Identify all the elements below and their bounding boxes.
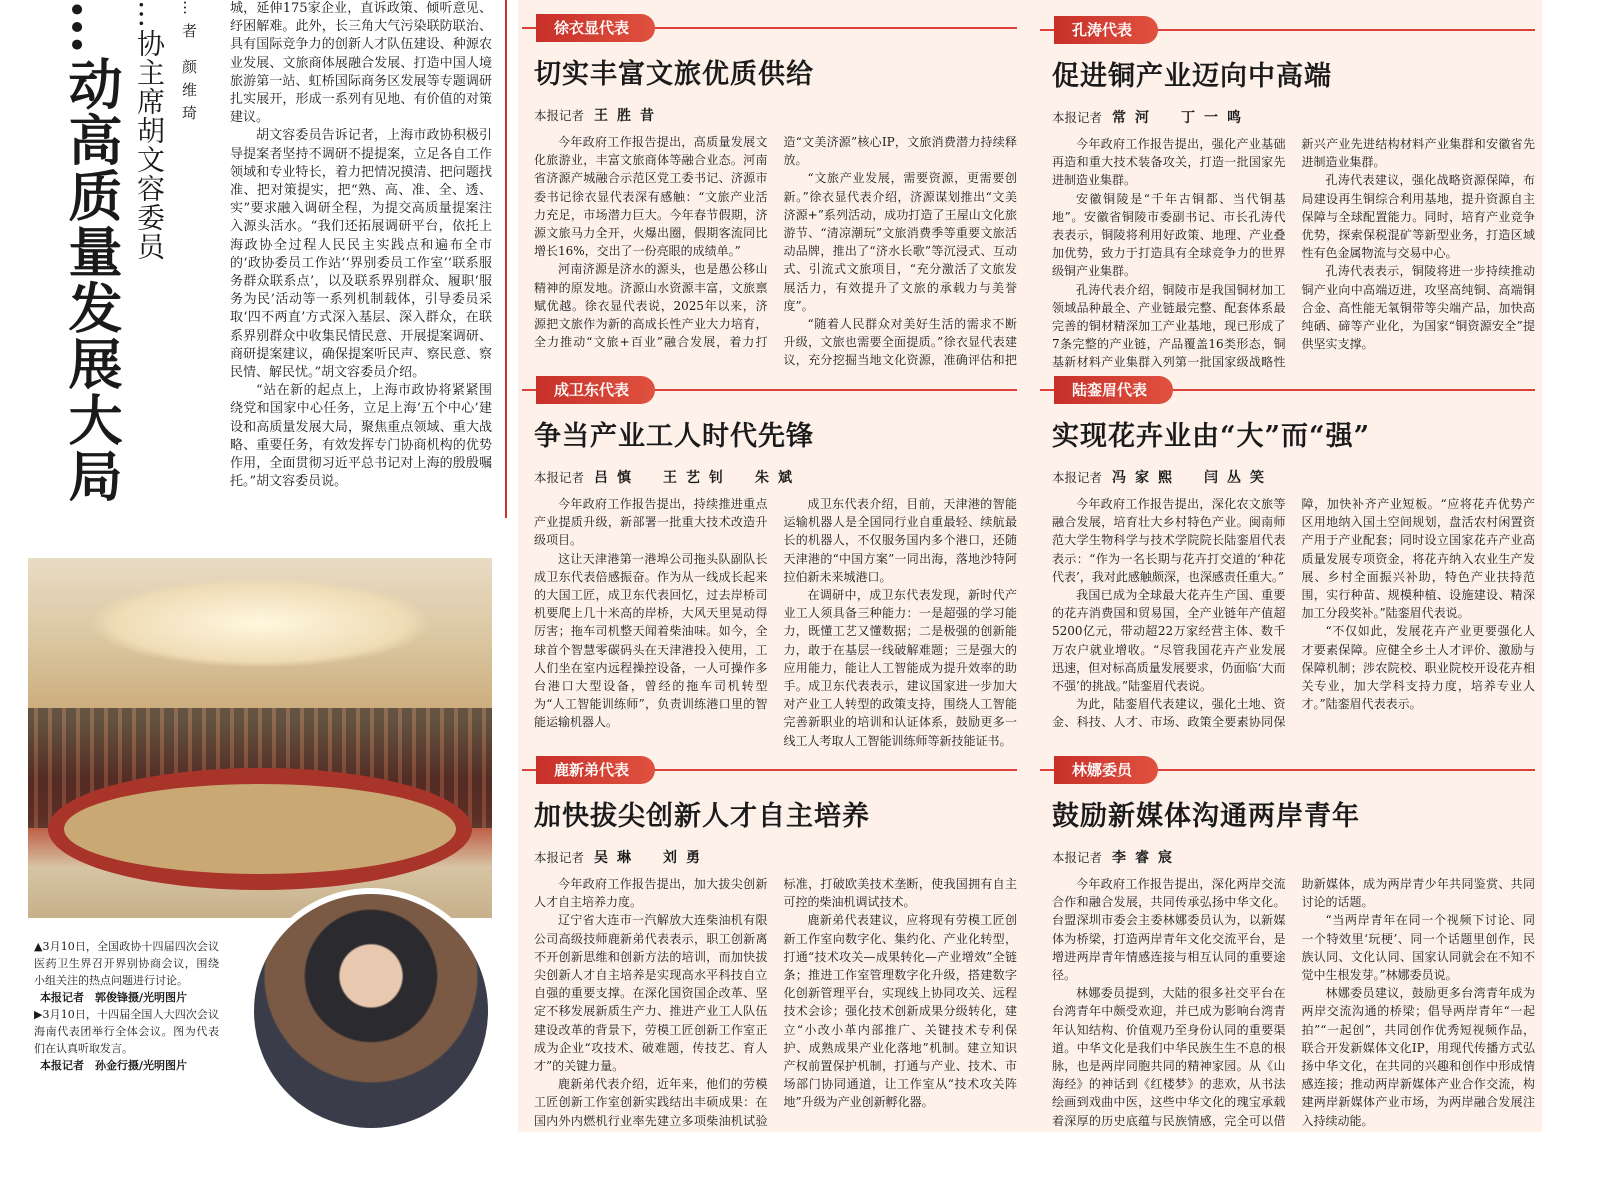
paragraph: 城，延伸175家企业，直诉政策、倾听意见、纾困解难。此外，长三角大气污染联防联治、具有国际竞争力的创新人才队伍建设、种源农业发展、文旅商体展融合发展、打造中国人境旅游第一站、虹桥国际商务区发展等专题调研扎实展开，形成一系列有见地、有价值的对策建议。 — [230, 1, 492, 126]
article-reporter — [534, 467, 1017, 487]
paragraph: 在调研中，成卫东代表发现，新时代产业工人须具备三种能力：一是超强的学习能力，既懂工艺又懂数据；二是极强的创新能力，敢于在基层一线破解难题；三是强大的应用能力，能让人工智能成为提升效率的助手。成卫东代表表示，建议国家进一步加大对产业工人转型的政策支持，围绕人工智能完善新职业的培训和认证体系，鼓励更多一线工人考取人工智能训练师等新技能证书。 — [783, 588, 1017, 748]
paragraph: 今年政府工作报告提出，高质量发展文化旅游业，丰富文旅商体等融合业态。河南省济源产城融合示范区党工委书记、济源市委书记徐衣显代表深有感触：“文旅产业活力充足，市场潜力巨大。今年春节假期，济源文旅马力全开，火爆出圈，假期客流同比增长16%，交出了一份亮眼的成绩单。” — [534, 135, 768, 259]
article-reporter — [1052, 847, 1535, 867]
paragraph: 河南济源是济水的源头，也是愚公移山精神的原发地。济源山水资源丰富，文旅禀赋优越。徐衣显代表说，2025年以来，济源把文旅作为新的高成长性产业大力培育，全力推动“文旅+百业”融合发展，着力打造“文美济源”核心IP，文旅消费潜力持续释放。 — [534, 135, 1017, 350]
article-headline: 促进铜产业迈向中高端 — [1052, 61, 1332, 92]
caption-credit: 本报记者 孙金行摄/光明图片 — [40, 1059, 188, 1072]
paragraph: 今年政府工作报告提出，深化两岸交流合作和融合发展，共同传承弘扬中华文化。台盟深圳市委会主委林娜委员认为，以新媒体为桥梁，打造两岸青年文化交流平台，是增进两岸青年情感连接与相互认同的重要途径。 — [1052, 877, 1286, 983]
paragraph: 孔涛代表表示，铜陵将进一步持续推动铜产业向中高端迈进，攻坚高纯铜、高端铜合金、高性能无氧铜带等尖端产品，加快高纯硒、碲等产业化，为国家“铜资源安全”提供坚实支撑。 — [1301, 264, 1535, 352]
article-kong-tao — [1040, 16, 1535, 373]
article-tag: 鹿新弟代表 — [536, 756, 655, 784]
reporter-names: 吴琳 刘勇 — [594, 850, 710, 866]
left-byline: …者 颜维琦 — [180, 0, 198, 128]
paragraph: 这让天津港第一港埠公司拖头队副队长成卫东代表倍感振奋。作为从一线成长起来的大国工匠，成卫东代表回忆，过去岸桥司机要爬上几十米高的岸桥，大风天里晃动得厉害；拖车司机整天闻着柴油味。如今，全球首个智慧零碳码头在天津港投入使用，工人们坐在室内远程操控设备，一人可操作多台港口大型设备，曾经的拖车司机转型为“人工智能训练师”，负责训练港口里的智能运输机器人。 — [534, 551, 768, 730]
article-lu-luanmei — [1040, 376, 1535, 751]
chandelier-shape — [88, 578, 432, 668]
paragraph: 今年政府工作报告提出，深化农文旅等融合发展，培育壮大乡村特色产业。闽南师范大学生物科学与技术学院院长陆銮眉代表表示：“作为一名长期与花卉打交道的‘种花代表’，我对此感触颇深，也深感责任重大。” — [1052, 497, 1286, 584]
article-tag: 成卫东代表 — [536, 376, 655, 404]
caption-credit: 本报记者 郭俊锋摄/光明图片 — [40, 991, 188, 1004]
paragraph: “不仅如此，发展花卉产业更要强化人才要素保障。应健全乡土人才评价、激励与保障机制；涉农院校、职业院校开设花卉相关专业，加大学科支持力度，培养专业人才。”陆銮眉代表表示。 — [1301, 624, 1535, 712]
reporter-label: 本报记者 — [534, 470, 585, 485]
conference-photo — [28, 558, 492, 918]
paragraph: 我国已成为全球最大花卉生产国、重要的花卉消费国和贸易国，全产业链年产值超5200亿元，带动超22万家经营主体、数千万农户就业增收。“尽管我国花卉产业发展迅速，但对标高质量发展要求，仍面临‘大而不强’的挑战。”陆銮眉代表说。 — [1052, 588, 1286, 694]
paragraph: 安徽铜陵是“千年古铜都、当代铜基地”。安徽省铜陵市委副书记、市长孔涛代表表示，铜陵将利用好政策、地理、产业叠加优势，致力于打造具有全球竞争力的世界级铜产业集群。 — [1052, 191, 1286, 279]
article-tag-bar — [522, 756, 1017, 784]
paragraph: 林娜委员建议，鼓励更多台湾青年成为两岸交流沟通的桥梁；倡导两岸青年“一起拍”“一起创”，共同创作优秀短视频作品，联合开发新媒体文化IP，用现代传播方式弘扬中华文化，在共同的兴趣和创作中形成情感连接；推动两岸新媒体产业合作交流，构建两岸新媒体产业市场，为两岸融合发展注入持续动能。 — [1301, 986, 1535, 1128]
paragraph: “随着人民群众对美好生活的需求不断升级，文旅也需要全面提质。”徐衣显代表建议，充分挖掘当地文化资源，准确评估和把 — [783, 317, 1017, 368]
article-headline: 争当产业工人时代先锋 — [534, 421, 814, 452]
reporter-label: 本报记者 — [1052, 850, 1103, 865]
photo-captions — [34, 938, 219, 1074]
article-body — [534, 875, 1017, 1131]
paragraph: 今年政府工作报告提出，加大拔尖创新人才自主培养力度。 — [534, 877, 768, 910]
article-tag: 徐衣显代表 — [536, 14, 655, 42]
article-body — [1052, 875, 1535, 1131]
paragraph: 林娜委员提到，大陆的很多社交平台在台湾青年中颇受欢迎，并已成为影响台湾青年认知结构、价值观乃至身份认同的重要渠道。中华文化是我们中华民族生生不息的根脉，也是两岸同胞共同的精神家园。从《山海经》的神话到《红楼梦》的悲欢，从书法绘画到戏曲中医，这些中华文化的瑰宝承载着深厚的历史底蕴与民族情感，完全可以借助新媒体，成为两岸青少年共同鉴赏、共同讨论的话题。 — [1052, 877, 1535, 1128]
article-tag: 陆銮眉代表 — [1054, 376, 1173, 404]
article-cheng-weidong — [522, 376, 1017, 751]
article-tag-bar — [1040, 16, 1535, 44]
article-headline: 切实丰富文旅优质供给 — [534, 59, 814, 90]
page-title: …动高质量发展大局 — [60, 0, 124, 504]
article-tag-bar — [1040, 756, 1535, 784]
article-lin-na — [1040, 756, 1535, 1131]
article-tag: 林娜委员 — [1054, 756, 1158, 784]
paragraph: 辽宁省大连市一汽解放大连柴油机有限公司高级技师鹿新弟代表表示，职工创新离不开创新思维和创新方法的培训，而加快拔尖创新人才自主培养是实现高水平科技自立自强的重要支撑。在深化国资国企改革、坚定不移发展新质生产力、推进产业工人队伍建设改革的背景下，劳模工匠创新工作室正成为企业“攻技术、破难题，传技艺、育人才”的关键力量。 — [534, 913, 768, 1074]
paragraph: 为此，陆銮眉代表建议，强化土地、资金、科技、人才、市场、政策全要素协同保障，加快补齐产业短板。“应将花卉优势产区用地纳入国土空间规划，盘活农村闲置资产用于产业配套；同时设立国家花卉产业高质量发展专项资金，将花卉纳入农业生产发展、乡村全面振兴补助，特色产业扶持范围，实行种苗、规模种植、设施建设、精深加工分段奖补。”陆銮眉代表说。 — [1052, 497, 1535, 730]
article-body — [1052, 495, 1535, 751]
reporter-label: 本报记者 — [1052, 110, 1103, 125]
paragraph: 今年政府工作报告提出，持续推进重点产业提质升级，新部署一批重大技术改造升级项目。 — [534, 497, 768, 548]
reporter-label: 本报记者 — [1052, 470, 1103, 485]
paragraph: 今年政府工作报告提出，强化产业基础再造和重大技术装备攻关，打造一批国家先进制造业集群。 — [1052, 137, 1286, 188]
reporter-names: 吕慎 王艺钊 朱斌 — [594, 470, 802, 486]
article-reporter — [1052, 467, 1535, 487]
article-tag: 孔涛代表 — [1054, 16, 1158, 44]
article-xu-yixian — [522, 14, 1017, 371]
paragraph: “文旅产业发展，需要资源，更需要创新。”徐衣显代表介绍，济源谋划推出“文美济源+”系列活动，成功打造了王屋山文化旅游节、“清凉潮玩”文旅消费季等重要文旅活动品牌，推出了“济水长歌”等沉浸式、互动式、引流式文旅项目，“充分激活了文旅发展活力，有效提升了文旅的承载力与美誉度”。 — [783, 171, 1017, 313]
paragraph: 鹿新弟代表介绍，近年来，他们的劳模工匠创新工作室创新实践结出丰硕成果：在国内外内燃机行业率先建立多项柴油机试验标准，打破欧美技术垄断，使我国拥有自主可控的柴油机调试技术。 — [534, 877, 1017, 1128]
reporter-names: 常河 丁一鸣 — [1112, 110, 1251, 126]
meeting-table-shape — [48, 768, 472, 890]
article-tag-bar — [1040, 376, 1535, 404]
article-reporter — [534, 105, 1017, 125]
page-subtitle: …协主席胡文容委员 — [133, 0, 166, 261]
paragraph: 孔涛代表介绍，铜陵市是我国铜材加工领域品种最全、产业链最完整、配套体系最完善的铜材精深加工产业基地，现已形成了7条完整的产业链，产品覆盖16类形态，铜基新材料产业集群入列第一批国家级战略性新兴产业先进结构材料产业集群和安徽省先进制造业集群。 — [1052, 137, 1535, 370]
reporter-names: 李睿宸 — [1112, 850, 1182, 866]
article-reporter — [1052, 107, 1535, 127]
article-body — [534, 495, 1017, 751]
article-headline: 实现花卉业由“大”而“强” — [1052, 421, 1371, 452]
delegates-photo-circle — [248, 888, 494, 1134]
paragraph: “当两岸青年在同一个视频下讨论、同一个特效里‘玩梗’、同一个话题里创作，民族认同、文化认同、国家认同就会在不知不觉中生根发芽。”林娜委员说。 — [1301, 913, 1535, 983]
paragraph: 成卫东代表介绍，目前，天津港的智能运输机器人是全国同行业自重最轻、续航最长的机器人，不仅服务国内多个港口，还随天津港的“中国方案”一同出海，落地沙特阿拉伯新未来城港口。 — [783, 497, 1017, 584]
reporter-names: 王胜昔 — [594, 108, 664, 124]
article-tag-bar — [522, 14, 1017, 42]
paragraph: “站在新的起点上，上海市政协将紧紧围绕党和国家中心任务，立足上海‘五个中心’建设和高质量发展大局，聚焦重点领域、重大战略、重要任务，有效发挥专门协商机构的优势作用，全面贯彻习近平总书记对上海的殷殷嘱托。”胡文容委员说。 — [230, 383, 492, 490]
reporter-names: 冯家熙 闫丛笑 — [1112, 470, 1274, 486]
article-lu-xindi — [522, 756, 1017, 1131]
article-tag-bar — [522, 376, 1017, 404]
caption-text: ▲3月10日，全国政协十四届四次会议医药卫生界召开界别协商会议，围绕小组关注的热点问题进行讨论。 — [34, 940, 219, 987]
reporter-label: 本报记者 — [534, 850, 585, 865]
column-divider — [505, 0, 507, 518]
left-article-body — [230, 0, 492, 520]
caption-text: ▶3月10日，十四届全国人大四次会议海南代表团举行全体会议。图为代表们在认真听取发言。 — [34, 1008, 219, 1055]
article-headline: 加快拔尖创新人才自主培养 — [534, 801, 870, 832]
article-body — [1052, 135, 1535, 373]
paragraph: 胡文容委员告诉记者，上海市政协积极引导提案者坚持不调研不提提案，立足各自工作领域和专业特长，着力把情况摸清、把问题找准、把对策提实，把“熟、高、准、全、透、实”要求融入调研全程，为提交高质量提案注入源头活水。“我们还拓展调研平台，依托上海政协全过程人民民主实践点和遍布全市的‘政协委员工作站’‘界别委员工作室’‘联系服务群众联系点’，以及联系界别群众、履职‘服务为民’活动等一系列机制载体，引导委员采取‘四不两直’方式深入基层、深入群众，在联系界别群众中收集民情民意、开展提案调研、商研提案建议，确保提案听民声、察民意、察民情、解民忧。”胡文容委员介绍。 — [230, 128, 492, 381]
article-headline: 鼓励新媒体沟通两岸青年 — [1052, 801, 1360, 832]
paragraph: 孔涛代表建议，强化战略资源保障，布局建设再生铜综合利用基地，提升资源自主保障与全球配置能力。同时，培育产业竞争优势，探索保税混矿等新型业务，打造区域性有色金属物流与交易中心。 — [1301, 173, 1535, 261]
reporter-label: 本报记者 — [534, 108, 585, 123]
article-body — [534, 133, 1017, 371]
article-reporter — [534, 847, 1017, 867]
paragraph: 鹿新弟代表建议，应将现有劳模工匠创新工作室向数字化、集约化、产业化转型，打通“技术攻关—成果转化—产业增效”全链条；推进工作室管理数字化升级，搭建数字化创新管理平台，实现线上协同攻关、远程技术会诊；强化技术创新成果分级转化，建立“小改小革内部推广、关键技术专利保护、成熟成果产业化落地”机制。建立知识产权前置保护机制，打通与产业、技术、市场部门协同通道，让工作室从“技术攻关阵地”升级为产业创新孵化器。 — [783, 913, 1017, 1110]
